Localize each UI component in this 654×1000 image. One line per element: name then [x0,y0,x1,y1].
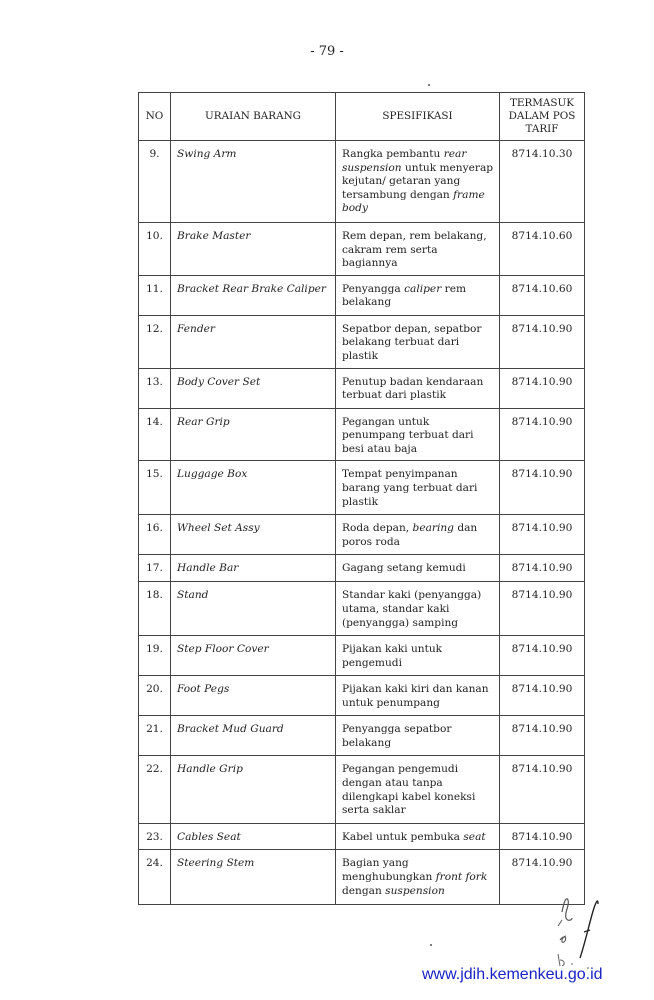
specification-text: Sepatbor depan, sepatbor belakang terbuat dari plastik [342,322,482,362]
specification-text: Penyangga [342,282,405,295]
item-name: Step Floor Cover [171,636,336,676]
speck [428,84,430,86]
item-name: Bracket Rear Brake Caliper [171,275,336,315]
table-row [139,275,585,315]
table-row [139,368,585,408]
item-specification [336,368,500,408]
table-row [139,756,585,824]
item-name: Cables Seat [171,824,336,850]
item-name: Rear Grip [171,408,336,461]
tariff-code: 8714.10.90 [500,824,585,850]
header-uraian: URAIAN BARANG [171,93,336,141]
item-name: Swing Arm [171,141,336,223]
specification-text: Penyangga sepatbor belakang [342,723,452,749]
row-number: 13. [139,368,171,408]
row-number: 20. [139,676,171,716]
item-name: Luggage Box [171,461,336,515]
specification-text: dengan [342,884,386,897]
specification-text: Gagang setang kemudi [342,562,466,575]
tariff-code: 8714.10.90 [500,461,585,515]
specification-text: suspension [385,884,445,897]
specification-text: Rem depan, rem belakang, cakram rem serta bagiannya [342,230,487,270]
table-row [139,141,585,223]
table-row [139,582,585,636]
item-specification [336,315,500,368]
item-name: Steering Stem [171,850,336,905]
item-specification [336,636,500,676]
tariff-code: 8714.10.90 [500,582,585,636]
row-number: 12. [139,315,171,368]
specification-text: Pegangan untuk penumpang terbuat dari besi atau baja [342,415,474,455]
table-header-row [139,93,585,141]
specification-text: Rangka pembantu [342,148,444,160]
item-specification [336,141,500,223]
table-row [139,223,585,276]
table-row [139,676,585,716]
tariff-code: 8714.10.90 [500,315,585,368]
header-no: NO [139,93,171,141]
specification-text: bearing [412,522,454,535]
item-specification [336,408,500,461]
table-body [139,141,585,905]
specification-text: rem belakang [342,282,467,309]
table-row [139,408,585,461]
row-number: 15. [139,461,171,515]
row-number: 9. [139,141,171,223]
row-number: 18. [139,582,171,636]
tariff-code: 8714.10.90 [500,515,585,555]
item-specification [336,555,500,582]
table-row [139,515,585,555]
tariff-code: 8714.10.60 [500,223,585,276]
page-number: - 79 - [310,44,344,59]
table-row [139,461,585,515]
specification-text: seat [463,831,486,844]
row-number: 21. [139,716,171,756]
table-row [139,850,585,905]
specification-text: frame body [342,188,485,215]
tariff-code: 8714.10.90 [500,756,585,824]
row-number: 23. [139,824,171,850]
tariff-code: 8714.10.90 [500,676,585,716]
item-name: Bracket Mud Guard [171,716,336,756]
item-specification [336,850,500,905]
table-row [139,555,585,582]
item-specification [336,223,500,276]
row-number: 22. [139,756,171,824]
item-name: Handle Grip [171,756,336,824]
item-specification [336,275,500,315]
header-pos-tarif: TERMASUK DALAM POS TARIF [500,93,585,141]
tariff-code: 8714.10.90 [500,636,585,676]
row-number: 16. [139,515,171,555]
row-number: 10. [139,223,171,276]
specification-text: Bagian yang menghubungkan [342,857,436,883]
row-number: 11. [139,275,171,315]
item-name: Stand [171,582,336,636]
row-number: 14. [139,408,171,461]
specification-text: Pijakan kaki untuk pengemudi [342,643,443,669]
item-name: Foot Pegs [171,676,336,716]
specification-text: front fork [435,870,488,883]
row-number: 19. [139,636,171,676]
tariff-code: 8714.10.90 [500,408,585,461]
item-name: Fender [171,315,336,368]
tariff-code: 8714.10.60 [500,275,585,315]
table-row [139,636,585,676]
item-name: Brake Master [171,223,336,276]
tariff-code: 8714.10.30 [500,141,585,223]
goods-table [138,92,585,905]
table-row [139,716,585,756]
footer-url[interactable]: www.jdih.kemenkeu.go.id [422,966,603,983]
specification-text: caliper [404,282,442,295]
specification-text: untuk menyerap kejutan/ getaran yang tersambung dengan [342,161,494,201]
specification-text: rear suspension [342,148,467,174]
tariff-code: 8714.10.90 [500,850,585,905]
row-number: 17. [139,555,171,582]
item-specification [336,515,500,555]
tariff-code: 8714.10.90 [500,555,585,582]
item-specification [336,756,500,824]
tariff-code: 8714.10.90 [500,716,585,756]
specification-text: Tempat penyimpanan barang yang terbuat dari plastik [342,468,478,508]
header-spesifikasi: SPESIFIKASI [336,93,500,141]
item-name: Body Cover Set [171,368,336,408]
item-specification [336,582,500,636]
speck [430,944,432,946]
item-specification [336,461,500,515]
item-name: Wheel Set Assy [171,515,336,555]
specification-text: Kabel untuk pembuka [342,831,464,844]
signature-initials [550,890,610,970]
specification-text: Standar kaki (penyangga) utama, standar kaki (penyangga) samping [342,589,482,629]
specification-text: Roda depan, [342,522,413,535]
specification-text: Pegangan pengemudi dengan atau tanpa dilengkapi kabel koneksi serta saklar [342,763,476,817]
table-row [139,315,585,368]
specification-text: dan poros roda [342,522,478,548]
tariff-code: 8714.10.90 [500,368,585,408]
item-name: Handle Bar [171,555,336,582]
specification-text: Pijakan kaki kiri dan kanan untuk penumpang [342,683,489,709]
specification-text: Penutup badan kendaraan terbuat dari plastik [342,375,484,402]
row-number: 24. [139,850,171,905]
table-row [139,824,585,850]
item-specification [336,824,500,850]
item-specification [336,716,500,756]
item-specification [336,676,500,716]
